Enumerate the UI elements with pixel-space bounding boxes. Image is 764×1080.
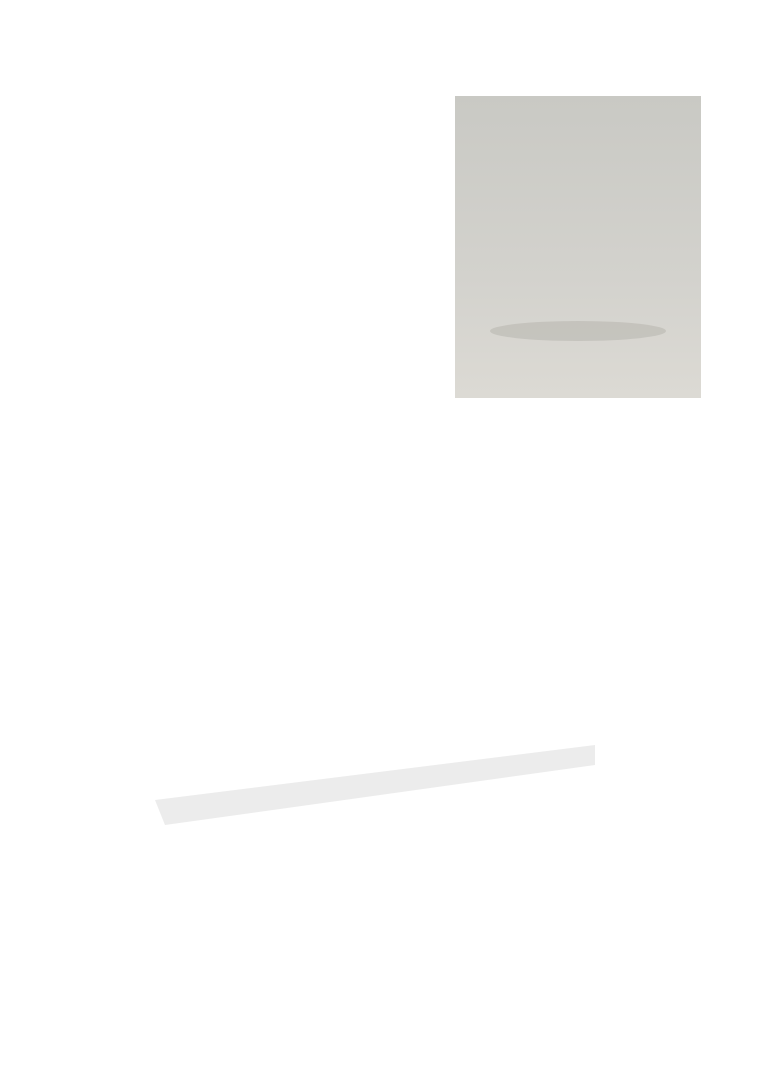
paragraph-cone bbox=[108, 431, 703, 449]
paragraph-sizes bbox=[108, 377, 453, 395]
paragraph-intro bbox=[108, 253, 443, 271]
crochet-tree-photo bbox=[455, 96, 701, 398]
